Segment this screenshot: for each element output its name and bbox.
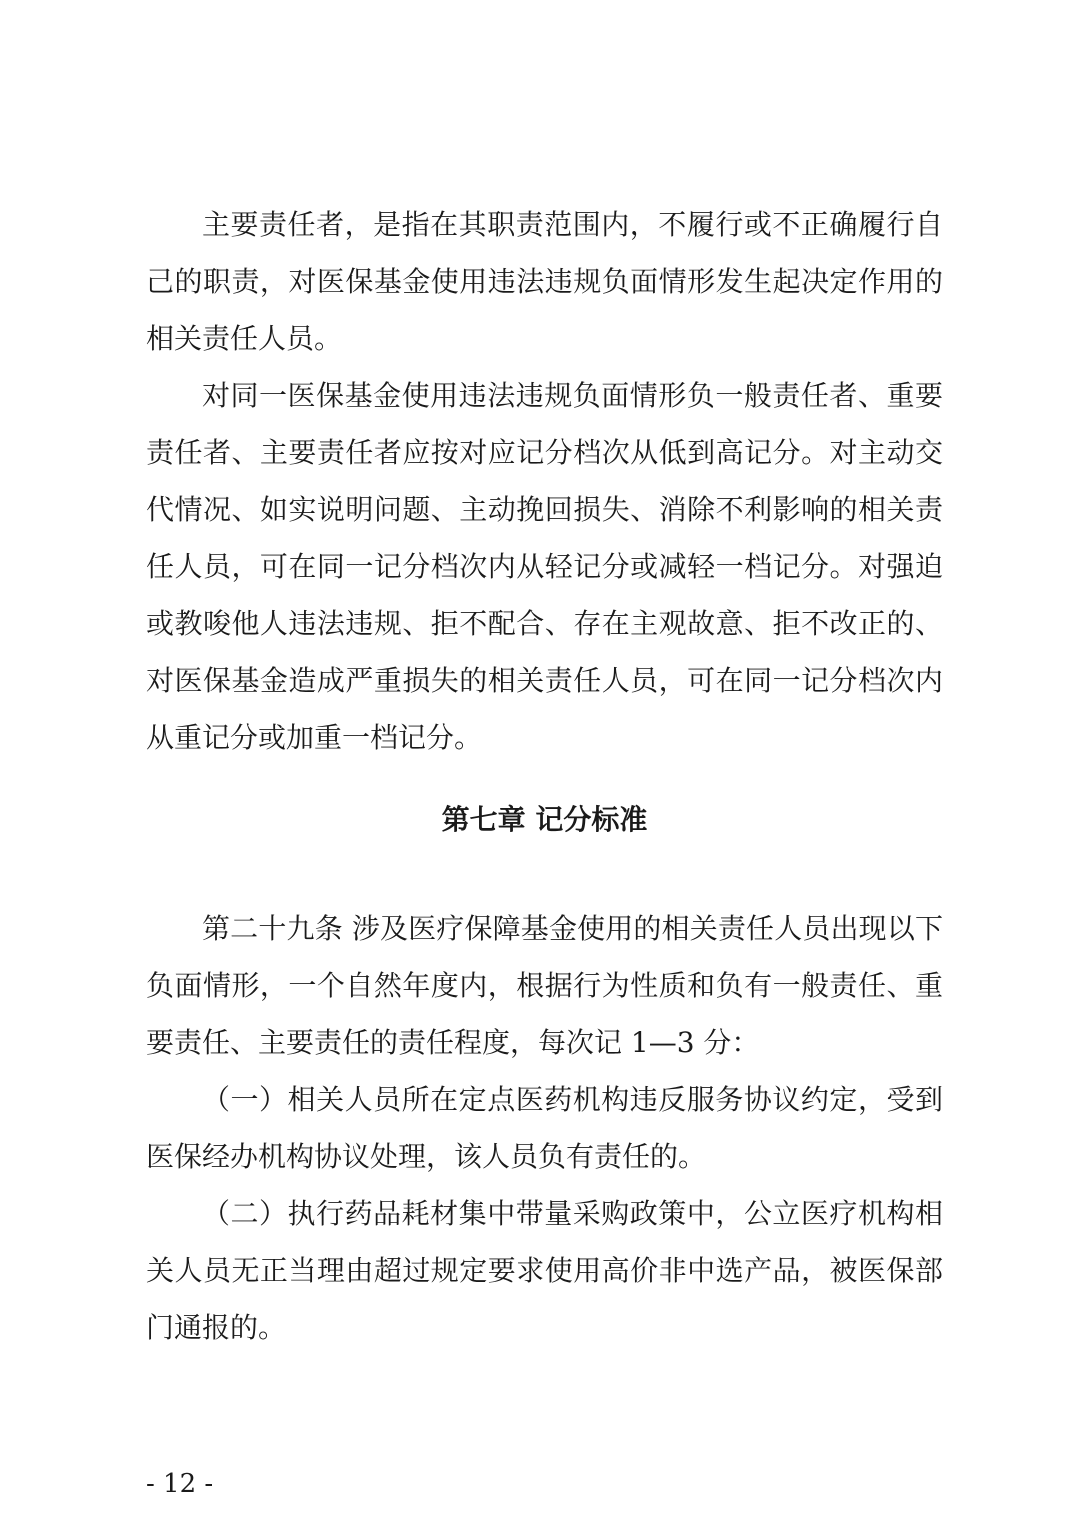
paragraph-scoring-rules: 对同一医保基金使用违法违规负面情形负一般责任者、重要责任者、主要责任者应按对应记分档次从低到高记分。对主动交代情况、如实说明问题、主动挽回损失、消除不利影响的相关责任人员，可在同一记分档次内从轻记分或减轻一档记分。对强迫或教唆他人违法违规、拒不配合、存在主观故意、拒不改正的、对医保基金造成严重损失的相关责任人员，可在同一记分档次内从重记分或加重一档记分。 [146,379,943,754]
paragraph-main-responsible-definition: 主要责任者，是指在其职责范围内，不履行或不正确履行自己的职责，对医保基金使用违法违规负面情形发生起决定作用的相关责任人员。 [146,208,943,355]
chapter-title: 第七章 记分标准 [441,803,648,836]
article-29-intro: 第二十九条 涉及医疗保障基金使用的相关责任人员出现以下负面情形，一个自然年度内，根据行为性质和负有一般责任、重要责任、主要责任的责任程度，每次记 1—3 分： [146,912,943,1059]
article-29-item-1: （一）相关人员所在定点医药机构违反服务协议约定，受到医保经办机构协议处理，该人员负有责任的。 [146,1083,943,1173]
document-page [146,0,943,1520]
page-number: - 12 - [146,1469,214,1499]
article-29-item-2: （二）执行药品耗材集中带量采购政策中，公立医疗机构相关人员无正当理由超过规定要求使用高价非中选产品，被医保部门通报的。 [146,1197,943,1344]
